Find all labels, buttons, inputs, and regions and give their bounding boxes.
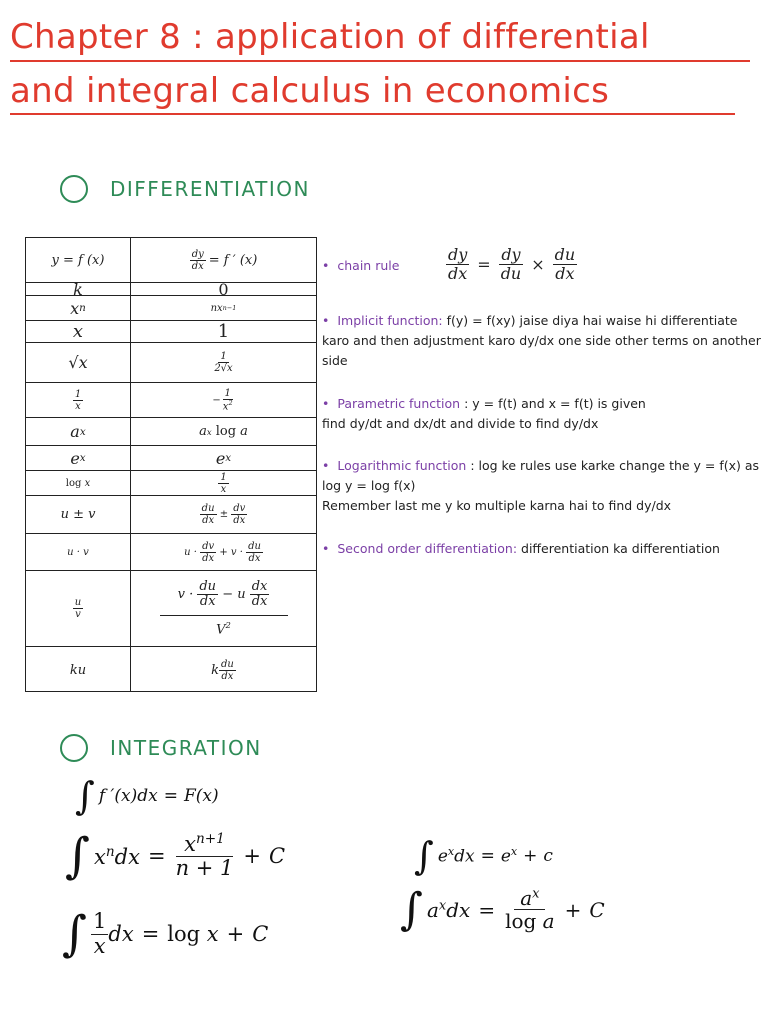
integration-label: INTEGRATION: [110, 736, 262, 760]
circle-icon: [60, 734, 88, 762]
implicit-function-note: • Implicit function: f(y) = f(xy) jaise diya hai waise hi differentiate karo and then adjustment karo dy/dx one side other terms on another side: [322, 313, 761, 368]
table-row: e x e x: [26, 446, 316, 471]
chain-rule-equation: $\frac{dy}{dx}$ = $\frac{dy}{du}$ × $\frac{du}{dx}$: [448, 245, 576, 283]
header-right-cell: $\frac{dy}{dx}$ = f ′ (x): [191, 248, 258, 272]
integration-header: [60, 734, 262, 762]
differentiation-header: [60, 175, 310, 203]
table-row: ku k $\frac{du}{dx}$: [69, 658, 234, 682]
derivative-table: [25, 237, 317, 692]
table-row: x 1: [26, 321, 316, 343]
table-row: √x $\frac{1}{2√x}$: [26, 343, 316, 383]
header-left-cell: y = f (x): [51, 252, 105, 268]
integral-power-base: ∫ $a^xdx$ = $\frac{a^x}{\text{log a}}$ + C: [400, 884, 605, 935]
table-row: $\frac{1}{x}$ − $\frac{1}{x^2}$: [26, 383, 316, 418]
integral-power-rule: ∫ $x^ndx$ = $\frac{x^{n+1}}{n + 1}$ + C: [65, 828, 286, 884]
title-underline-2: [10, 113, 735, 115]
integral-reciprocal: ∫ $\frac{1}{x}$ dx = log x + C: [62, 906, 269, 962]
table-row: $\frac{u}{v}$ v · $\frac{du}{dx}$ − u $\frac{dx}{dx}$ $V^2$: [26, 571, 316, 647]
table-row: u · v u · $\frac{dv}{dx}$ + v · $\frac{du}{dx}$: [26, 534, 316, 571]
page-title: [10, 10, 760, 118]
table-row: x n nx n−1: [26, 296, 316, 321]
title-underline-1: [10, 60, 750, 62]
table-row: u ± v $\frac{du}{dx}$ ± $\frac{dv}{dx}$: [26, 496, 316, 534]
title-line-1: Chapter 8 : application of differential: [10, 17, 650, 57]
integral-fprime: ∫ f ′(x)dx = F(x): [75, 774, 219, 818]
logarithmic-function-note: • Logarithmic function : log ke rules use karke change the y = f(x) as log y = log f(x) Remember last me y ko multiple karna hai to find dy/dx: [322, 458, 760, 513]
integral-exponential: ∫ $e^xdx$ = $e^x$ + c: [414, 834, 553, 878]
chain-rule-note: • chain rule: [322, 258, 400, 273]
table-row: log x $\frac{1}{x}$: [26, 471, 316, 496]
title-line-2: and integral calculus in economics: [10, 71, 610, 111]
second-order-note: • Second order differentiation: differentiation ka differentiation: [322, 541, 720, 556]
table-row: a x a x log a: [26, 418, 316, 446]
table-row: k 0: [26, 283, 316, 296]
circle-icon: [60, 175, 88, 203]
parametric-function-note: • Parametric function : y = f(t) and x = f(t) is given find dy/dt and dx/dt and divide to find dy/dx: [322, 396, 646, 431]
differentiation-label: DIFFERENTIATION: [110, 177, 310, 201]
table-header-row: [26, 238, 316, 283]
